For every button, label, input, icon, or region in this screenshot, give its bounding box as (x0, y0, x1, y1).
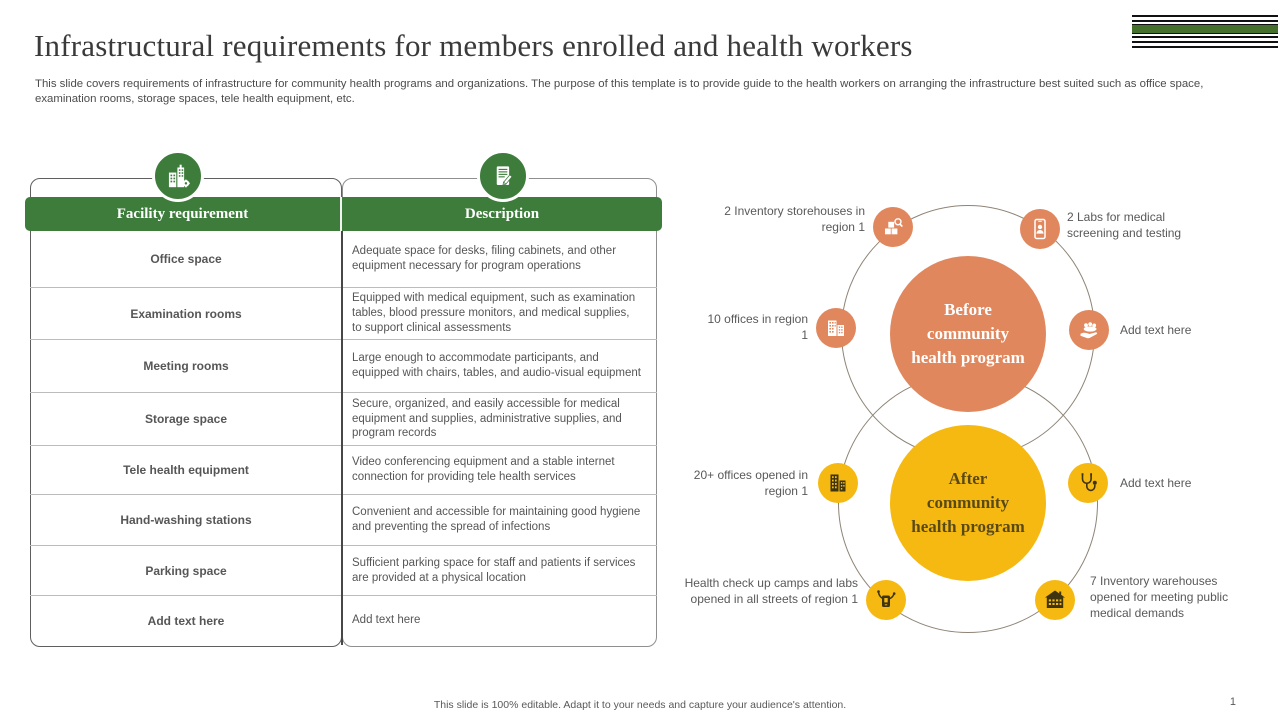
table-row (30, 494, 657, 545)
after-line: health program (911, 516, 1025, 536)
warehouse-icon (1035, 580, 1075, 620)
description-cell: Secure, organized, and easily accessible for medical equipment and supplies, administrative supplies, and program records (352, 397, 622, 440)
facility-cell: Parking space (145, 563, 227, 578)
facility-table (30, 150, 657, 648)
inventory-search-icon (873, 207, 913, 247)
facility-cell: Meeting rooms (143, 359, 229, 373)
after-line: After (948, 469, 988, 489)
table-row (30, 545, 657, 595)
mobile-health-icon (1020, 209, 1060, 249)
table-row (30, 231, 657, 287)
before-line: Before (944, 300, 992, 320)
table-row (30, 445, 657, 494)
diagram-label: 2 Labs for medical screening and testing (1067, 210, 1182, 240)
table-row (30, 392, 657, 445)
logo-placeholder (1132, 15, 1278, 48)
facility-cell: Office space (150, 252, 222, 266)
table-header (25, 197, 662, 231)
description-cell: Sufficient parking space for staff and patients if services are provided at a physical location (352, 556, 636, 584)
page-title: Infrastructural requirements for members enrolled and health workers (34, 28, 913, 63)
diagram-label: Health check up camps and labs opened in all streets of region 1 (684, 576, 858, 606)
slide-subtitle: This slide covers requirements of infrastructure for community health programs and organizations. The purpose of this template is to provide guide to the health workers on arranging the infrastructure best suited such as office space, examination rooms, storage spaces, tele health equipment, etc. (35, 78, 1204, 106)
table-row (30, 595, 657, 645)
diagram-label-placeholder[interactable]: Add text here (1120, 323, 1192, 337)
health-checkup-icon (866, 580, 906, 620)
after-line: community (926, 493, 1010, 513)
before-circle (890, 256, 1046, 412)
community-care-icon (1069, 310, 1109, 350)
description-cell: Large enough to accommodate participants, and equipped with chairs, tables, and audio-visual equipment (352, 352, 641, 379)
after-circle (890, 425, 1046, 581)
diagram-label-placeholder[interactable]: Add text here (1120, 476, 1192, 490)
description-cell: Convenient and accessible for maintaining good hygiene and preventing the spread of infections (352, 506, 641, 533)
description-cell: Equipped with medical equipment, such as examination tables, blood pressure monitors, and medical supplies, to support clinical assessments (352, 292, 636, 334)
facility-cell-placeholder[interactable]: Add text here (147, 613, 225, 628)
before-line: health program (911, 347, 1025, 367)
diagram-label: 20+ offices opened in region 1 (693, 468, 808, 498)
before-after-diagram (660, 140, 1280, 700)
facility-cell: Storage space (144, 412, 228, 426)
city-buildings-icon (818, 463, 858, 503)
diagram-label: 10 offices in region 1 (707, 312, 808, 342)
table-rows (30, 231, 657, 645)
document-pencil-icon (477, 150, 529, 202)
facility-header: Facility requirement (25, 197, 342, 231)
diagram-label: 2 Inventory storehouses in region 1 (724, 204, 865, 234)
page-number: 1 (1229, 696, 1236, 708)
facility-cell: Examination rooms (130, 306, 242, 321)
description-header: Description (464, 205, 540, 222)
description-cell: Video conferencing equipment and a stable internet connection for providing tele health services (352, 456, 615, 483)
description-cell-placeholder[interactable]: Add text here (352, 614, 421, 627)
column-divider (341, 231, 343, 645)
table-row (30, 287, 657, 339)
footer-note: This slide is 100% editable. Adapt it to your needs and capture your audience's attention. (433, 699, 847, 711)
stethoscope-icon (1068, 463, 1108, 503)
facility-cell: Hand-washing stations (120, 513, 252, 527)
facility-cell: Tele health equipment (123, 463, 249, 477)
before-line: community (926, 324, 1010, 344)
table-row (30, 339, 657, 392)
diagram-label: 7 Inventory warehouses opened for meeting public medical demands (1090, 574, 1229, 620)
factory-gear-icon (152, 150, 204, 202)
office-building-icon (816, 308, 856, 348)
description-cell: Adequate space for desks, filing cabinets, and other equipment necessary for program operations (352, 245, 617, 272)
